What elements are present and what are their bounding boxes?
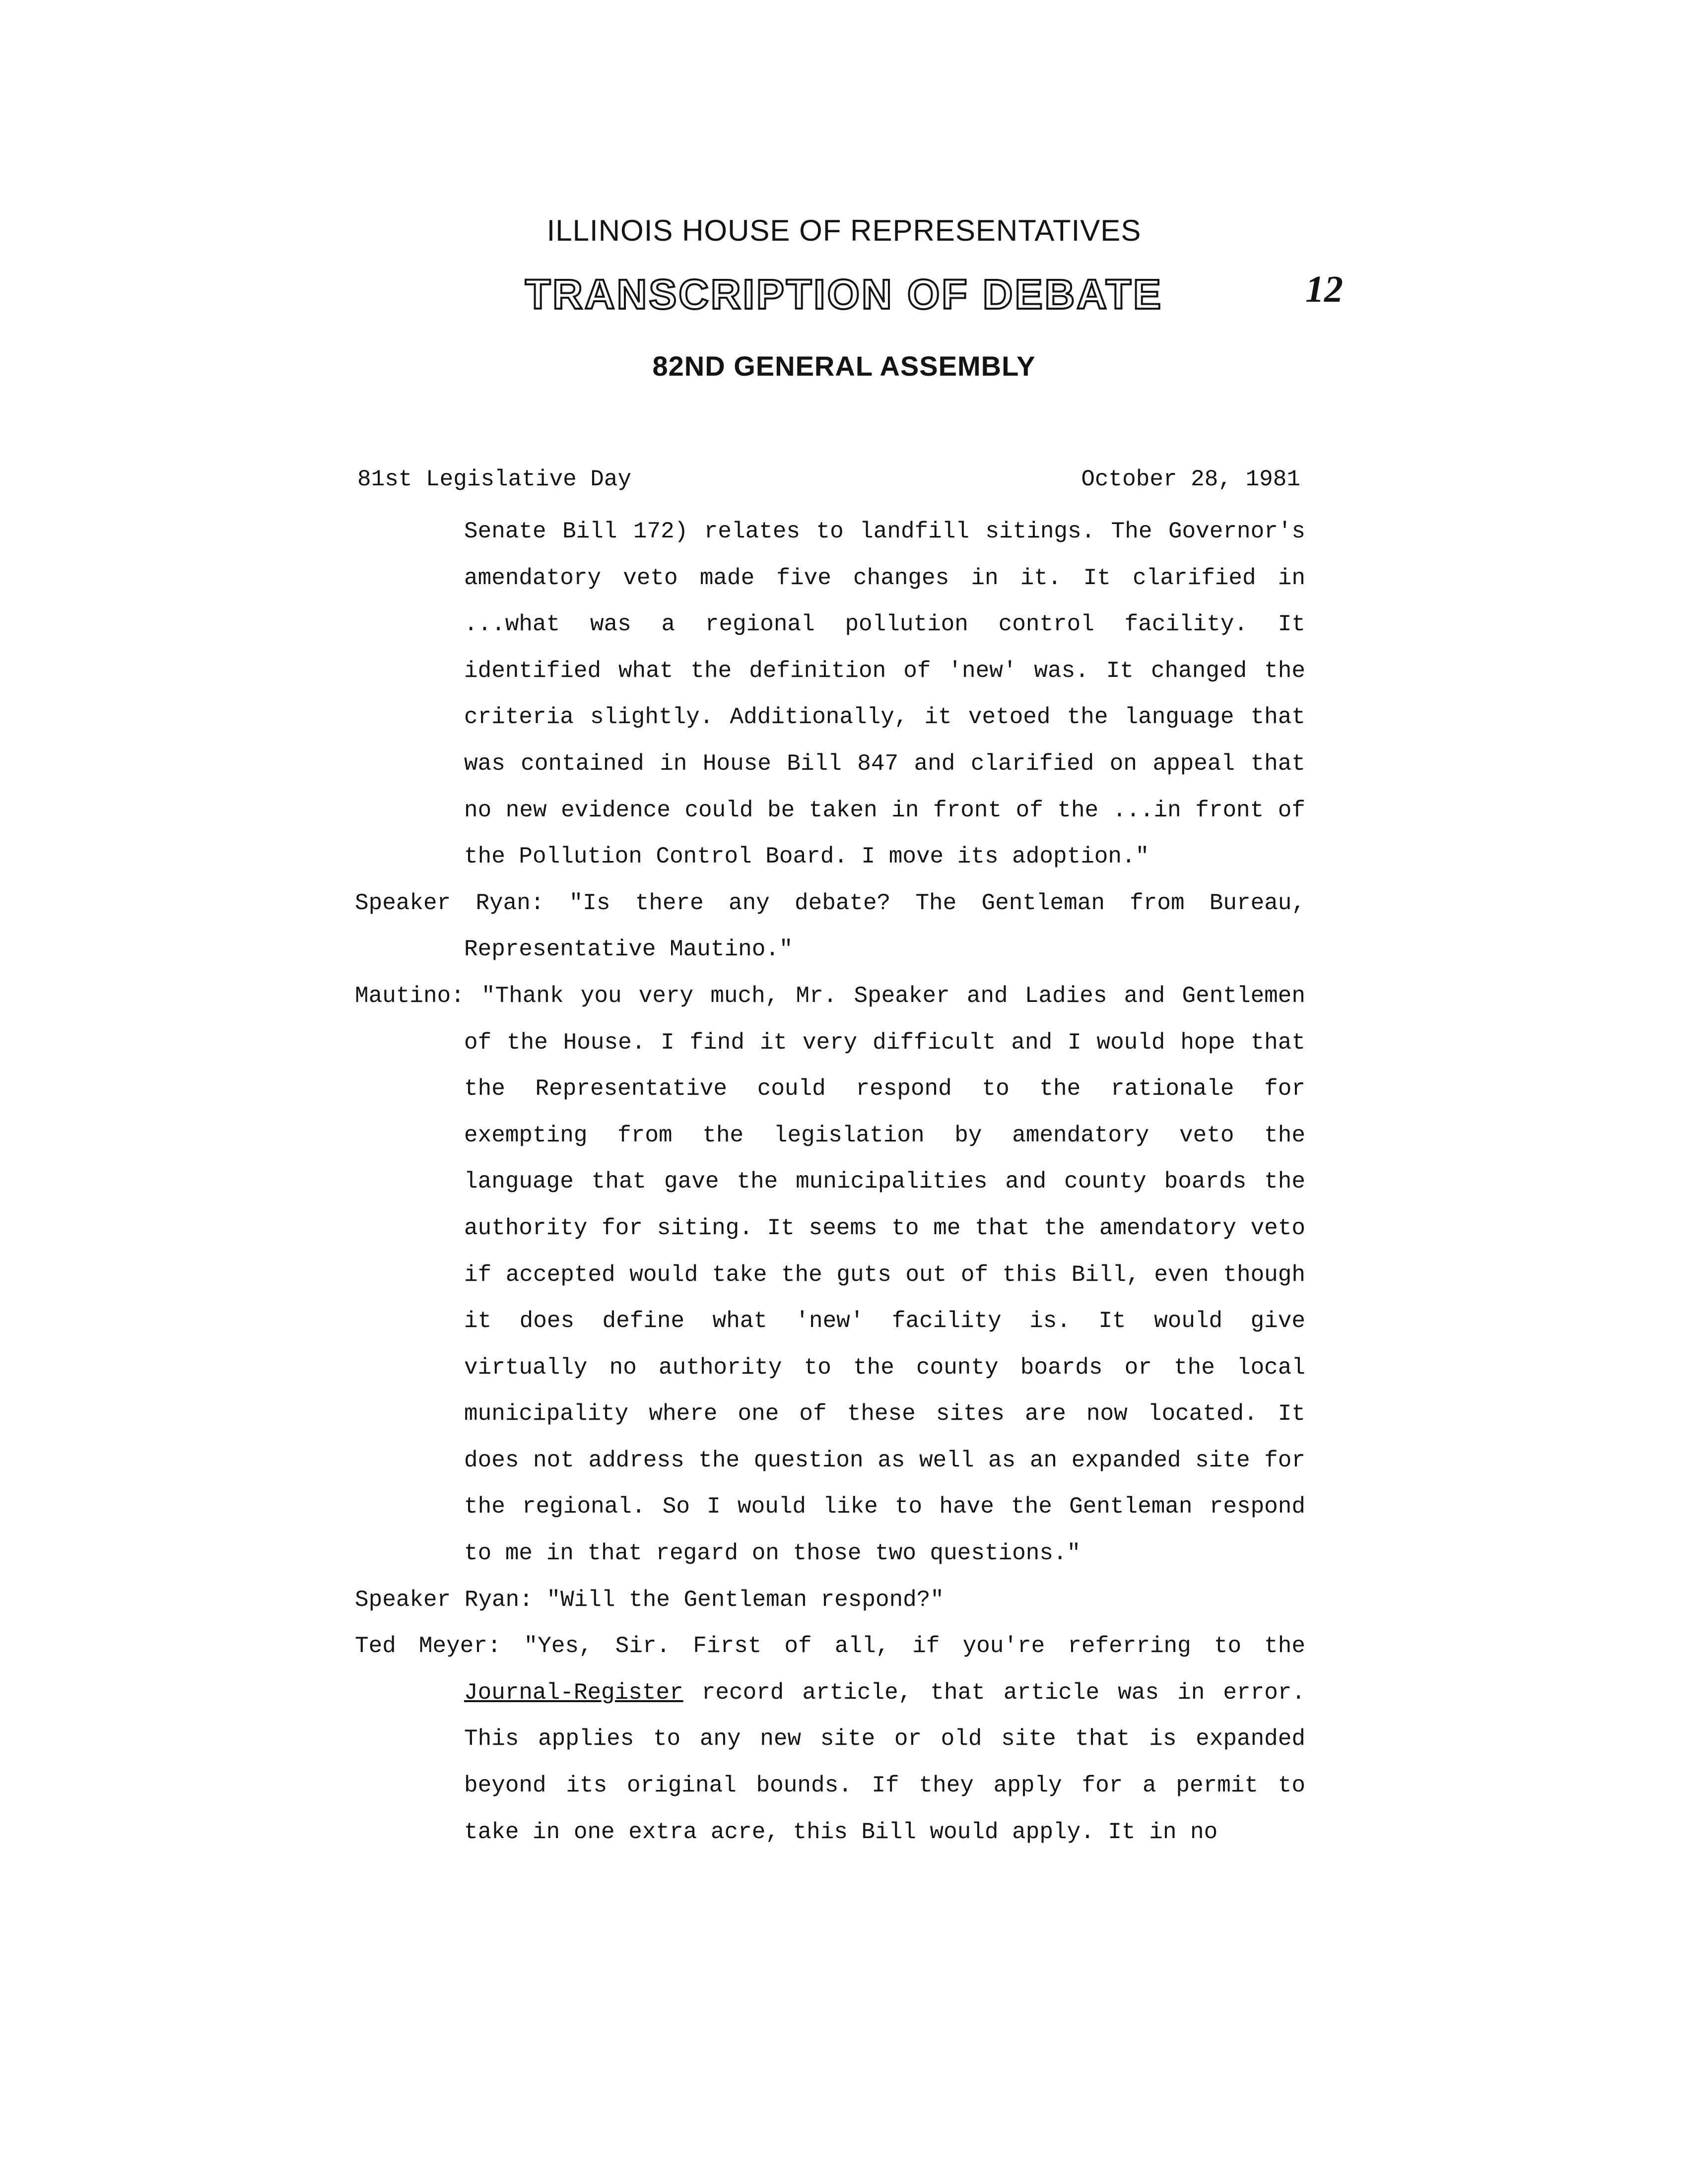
speaker-name: Mautino: bbox=[355, 983, 465, 1009]
page-number: 12 bbox=[1305, 268, 1343, 310]
transcript-body bbox=[355, 509, 1305, 1855]
speaker-name: Speaker Ryan: bbox=[355, 890, 544, 916]
legislative-day: 81st Legislative Day bbox=[357, 466, 632, 492]
speech-text: "Yes, Sir. First of all, if you're referring to the bbox=[524, 1633, 1305, 1659]
session-date: October 28, 1981 bbox=[1081, 466, 1300, 492]
assembly-title: 82ND GENERAL ASSEMBLY bbox=[652, 350, 1036, 382]
speech-text: "Thank you very much, Mr. Speaker and Ladies and Gentlemen of the House. I find it very difficult and I would hope that the Representative could respond to the rationale for exempting from the legislation by amendatory veto the language that gave the municipalities and county boards the authority for siting. It seems to me that the amendatory veto if accepted would take the guts out of this Bill, even though it does define what 'new' facility is. It would give virtually no authority to the county boards or the local municipality where one of these sites are now located. It does not address the question as well as an expanded site for the regional. So I would like to have the Gentleman respond to me in that regard on those two questions." bbox=[464, 983, 1305, 1567]
transcript-paragraph bbox=[355, 1577, 1305, 1624]
transcript-paragraph bbox=[355, 880, 1305, 973]
session-info bbox=[357, 466, 1300, 492]
transcript-paragraph bbox=[355, 509, 1305, 880]
speech-text: "Will the Gentleman respond?" bbox=[546, 1587, 944, 1613]
newspaper-title: Journal-Register bbox=[464, 1679, 683, 1706]
institution-title: ILLINOIS HOUSE OF REPRESENTATIVES bbox=[546, 214, 1142, 247]
speech-text: Senate Bill 172) relates to landfill sitings. The Governor's amendatory veto made five changes in it. It clarified in ...what was a regional pollution control facility. It identified what the definition of 'new' was. It changed the criteria slightly. Additionally, it vetoed the language that was contained in House Bill 847 and clarified on appeal that no new evidence could be taken in front of the ...in front of the Pollution Control Board. I move its adoption." bbox=[464, 519, 1305, 870]
speaker-name: Ted Meyer: bbox=[355, 1633, 501, 1659]
transcript-paragraph bbox=[355, 1623, 1305, 1855]
transcript-paragraph bbox=[355, 973, 1305, 1577]
speech-text: "Is there any debate? The Gentleman from Bureau, Representative Mautino." bbox=[464, 890, 1306, 963]
speech-text: record article, that article was in error. This applies to any new site or old site that is expanded beyond its original bounds. If they apply for a permit to take in one extra acre, this Bill would apply. It in no bbox=[464, 1679, 1306, 1845]
speaker-name: Speaker Ryan: bbox=[355, 1587, 533, 1613]
document-type-title: TRANSCRIPTION OF DEBATE bbox=[525, 271, 1163, 318]
